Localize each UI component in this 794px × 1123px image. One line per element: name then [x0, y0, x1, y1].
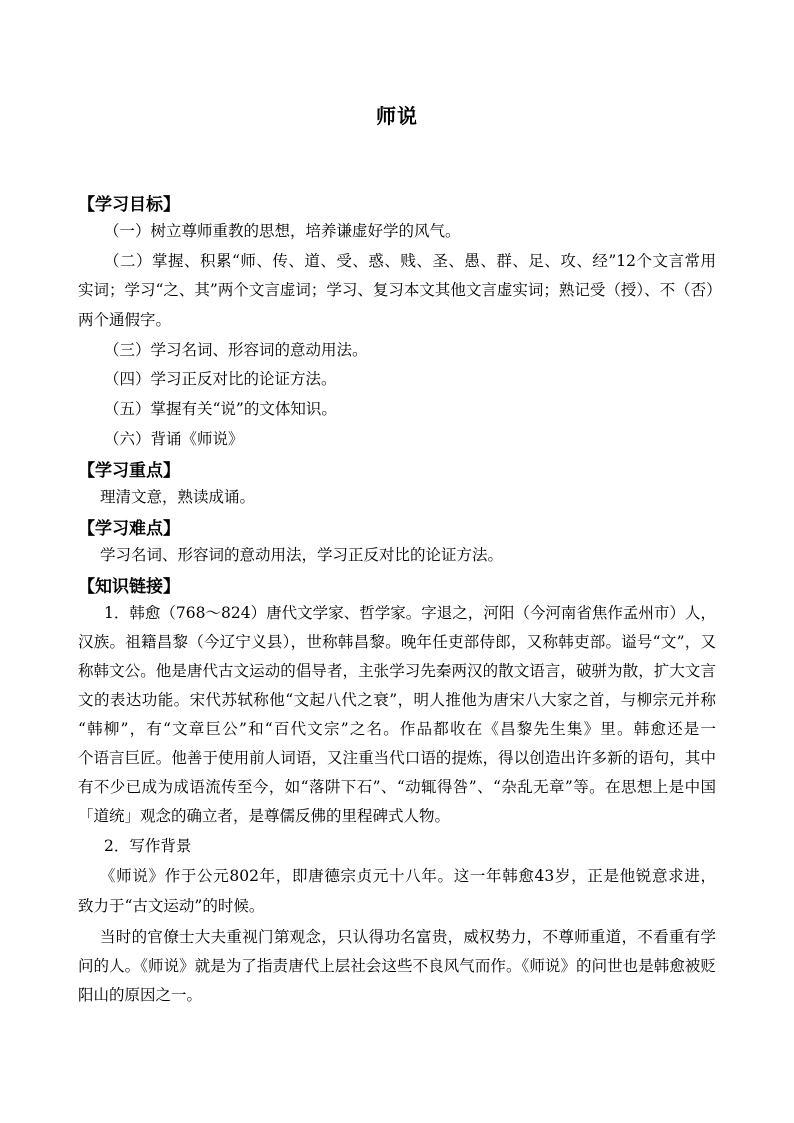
objectives-heading: 【学习目标】 [78, 195, 180, 215]
objective-line: （六）背诵《师说》 [104, 430, 244, 448]
knowledge-line: 2．写作背景 [104, 837, 192, 855]
objective-line: （二）掌握、积累“师、传、道、受、惑、贱、圣、愚、群、足、攻、经”12个文言常用 [104, 252, 716, 270]
knowledge-line: 称韩文公。他是唐代古文运动的倡导者，主张学习先秦两汉的散文语言，破骈为散，扩大文言 [78, 662, 716, 680]
difficulties-text: 学习名词、形容词的意动用法，学习正反对比的论证方法。 [100, 546, 504, 564]
objective-line: 实词；学习“之、其”两个文言虚词；学习、复习本文其他文言虚实词；熟记受（授）、不（否） [78, 281, 722, 299]
knowledge-line: 《师说》作于公元802年，即唐德宗贞元十八年。这一年韩愈43岁，正是他锐意求进， [100, 867, 716, 885]
knowledge-line: 「道统」观念的确立者，是尊儒反佛的里程碑式人物。 [78, 807, 451, 825]
knowledge-line: 阳山的原因之一。 [78, 986, 203, 1004]
knowledge-line: 汉族。祖籍昌黎（今辽宁义县），世称韩昌黎。晚年任吏部侍郎，又称韩吏部。谥号“文”，又 [78, 633, 716, 651]
objective-line: （一）树立尊师重教的思想，培养谦虚好学的风气。 [104, 222, 461, 240]
objective-line: 两个通假字。 [78, 311, 172, 329]
knowledge-line: 个语言巨匠。他善于使用前人词语，又注重当代口语的提炼，得以创造出许多新的语句，其中 [78, 749, 716, 767]
knowledge-line: 当时的官僚士大夫重视门第观念，只认得功名富贵，威权势力，不尊师重道，不看重有学 [100, 928, 716, 946]
key-points-text: 理清文意，熟读成诵。 [100, 488, 256, 506]
knowledge-line: “韩柳”，有“文章巨公”和“百代文宗”之名。作品都收在《昌黎先生集》里。韩愈还是一 [78, 720, 716, 738]
knowledge-line: 文的表达功能。宋代苏轼称他“文起八代之衰”，明人推他为唐宋八大家之首，与柳宗元并称 [78, 691, 716, 709]
key-points-heading: 【学习重点】 [78, 461, 180, 481]
objective-line: （五）掌握有关“说”的文体知识。 [104, 400, 337, 418]
knowledge-heading: 【知识链接】 [78, 577, 180, 597]
difficulties-heading: 【学习难点】 [78, 519, 180, 539]
knowledge-line: 问的人。《师说》就是为了指责唐代上层社会这些不良风气而作。《师说》的问世也是韩愈被贬 [78, 957, 716, 975]
knowledge-line: 致力于“古文运动”的时候。 [78, 897, 265, 915]
page-title: 师说 [376, 104, 418, 128]
objective-line: （四）学习正反对比的论证方法。 [104, 370, 337, 388]
objective-line: （三）学习名词、形容词的意动用法。 [104, 341, 368, 359]
knowledge-line: 有不少已成为成语流传至今，如“落阱下石”、“动辄得咎”、“杂乱无章”等。在思想上是中国 [78, 778, 716, 796]
knowledge-line: 1．韩愈（768～824）唐代文学家、哲学家。字退之，河阳（今河南省焦作孟州市）人， [104, 604, 716, 622]
